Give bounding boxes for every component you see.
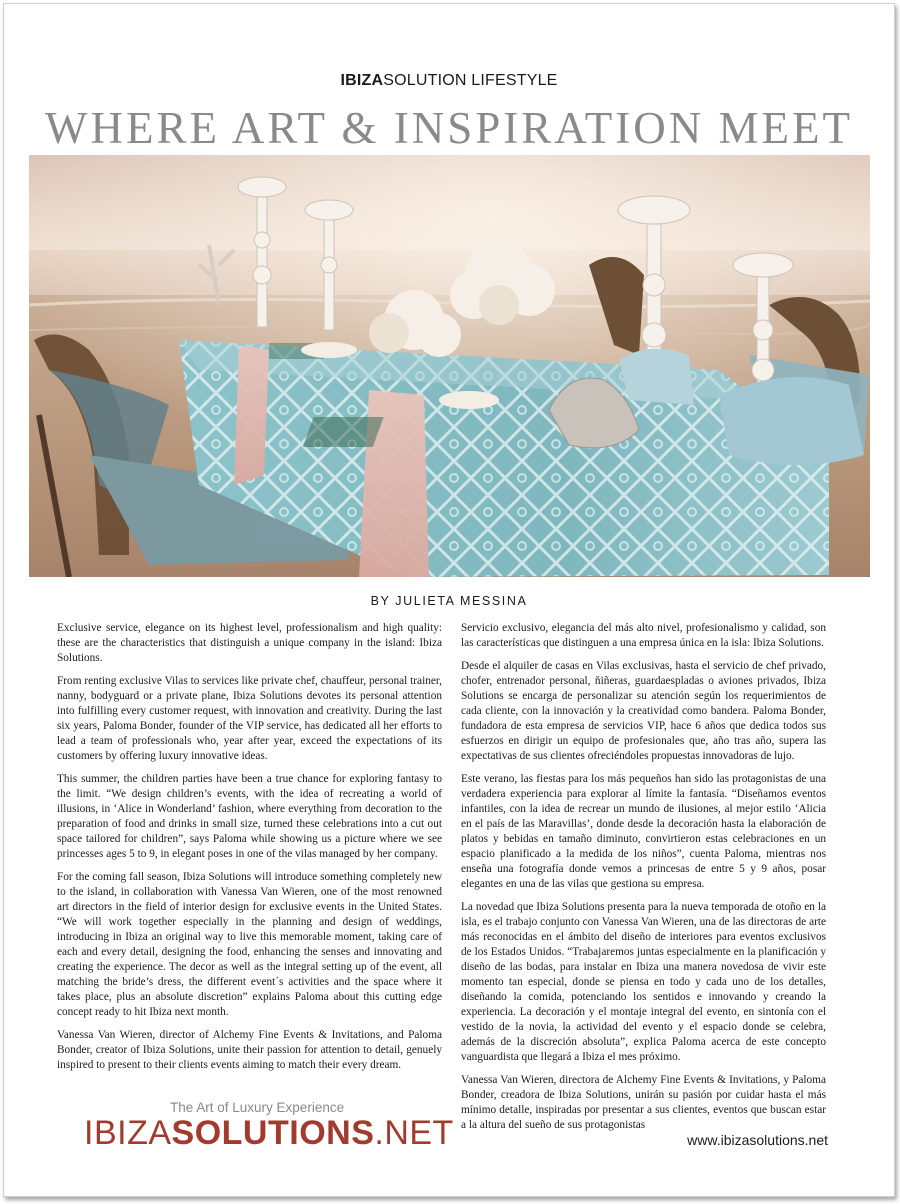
article-column-spanish (461, 621, 826, 1141)
logo-part-net: .NET (374, 1114, 454, 1152)
paragraph: Vanessa Van Wieren, director of Alchemy Fine Events & Invitations, and Paloma Bonder, creator of Ibiza Solutions, unite their passion for attention to detail, genuely inspired to present to their clients events aiming to match their every dream. (57, 1029, 442, 1071)
paragraph: Este verano, las fiestas para los más pequeños han sido las protagonistas de una verdadera experiencia para explorar al límite la fantasía. “Diseñamos eventos infantiles, con la idea de recrear un mundo de ilusiones, al mejor estilo ‘Alicia en el país de las Maravillas’, donde desde la decoración hasta la elaboración de platos y bebidas en tamaño diminuto, convirtieron estas celebraciones en un espacio planificado a la medida de los niños”, cuenta Paloma, mientras nos enseña una fotografía donde vemos a princesas de entre 5 y 9 años, posar elegantes en una de las vilas que gestiona su empresa. (461, 773, 826, 890)
article-headline: WHERE ART & INSPIRATION MEET (45, 103, 853, 153)
paragraph: Vanessa Van Wieren, directora de Alchemy Fine Events & Invitations, y Paloma Bonder, creadora de Ibiza Solutions, unirán su pasión por cuidar hasta el más mínimo detalle, inspiradas por presentar a sus clientes, eventos que buscan estar a la altura del sueño de sus protagonistas (461, 1074, 826, 1131)
kicker-section: SOLUTION LIFESTYLE (383, 72, 558, 89)
paragraph: Exclusive service, elegance on its highest level, professionalism and high quality: these are the characteristics that distinguish a unique company in the island: Ibiza Solutions. (57, 622, 442, 664)
byline: BY JULIETA MESSINA (370, 594, 528, 608)
paragraph: This summer, the children parties have been a true chance for exploring fantasy to the limit. “We design children’s events, with the idea of recreating a world of illusions, in ‘Alice in Wonderland’ fashion, where everything from decoration to the preparation of food and drinks in small size, turned these celebrations into a cut out space tailored for children”, says Paloma while showing us a picture where we see princesses ages 5 to 9, in elegant poses in one of the vilas managed by her company. (57, 773, 442, 860)
hero-photo (29, 155, 870, 577)
magazine-page (3, 3, 895, 1197)
brand-logo (84, 1114, 454, 1153)
website-url: www.ibizasolutions.net (687, 1132, 828, 1148)
paragraph: La novedad que Ibiza Solutions presenta para la nueva temporada de otoño en la isla, es el trabajo conjunto con Vanessa Van Wieren, una de las directoras de arte más reconocidas en el ámbito del diseño de interiores para eventos exclusivos de los Estados Unidos. “Trabajaremos juntas especialmente en la planificación y diseño de las bodas, para instalar en Ibiza una manera novedosa de vivir este momento tan especial, donde se piensa en todo y cada uno de los detalles, diseñando la comida, potenciando los sentidos e innovando y creando la experiencia. La decoración y el montaje integral del evento, en sintonía con el vestido de la novia, la actividad del evento y el espacio donde se celebra, además de la discreción absoluta”, explica Paloma acerca de este concepto vanguardista que llegará a Ibiza el mes próximo. (461, 901, 826, 1063)
article-column-english (57, 621, 442, 1081)
paragraph: From renting exclusive Vilas to services like private chef, chauffeur, personal trainer, nanny, bodyguard or a private plane, Ibiza Solutions devotes its personal attention into fulfilling every customer request, with innovation and creativity. During the last six years, Paloma Bonder, founder of the VIP service, has dedicated all her efforts to lead a team of professionals who, year after year, exceed the expectations of its customers by offering luxury innovative ideas. (57, 675, 442, 762)
logo-part-solutions: SOLUTIONS (171, 1114, 375, 1152)
logo-part-ibiza: IBIZA (84, 1114, 172, 1152)
paragraph: Servicio exclusivo, elegancia del más alto nivel, profesionalismo y calidad, son las características que distinguen a una empresa única en la isla: Ibiza Solutions. (461, 622, 826, 649)
section-kicker (4, 72, 894, 90)
kicker-brand: IBIZA (340, 72, 384, 89)
paragraph: Desde el alquiler de casas en Vilas exclusivas, hasta el servicio de chef privado, chofer, entrenador personal, ňiñeras, guardaespladas o aviones privados, Ibiza Solutions se encarga de personalizar su atención según los requerimientos de cada cliente, con la innovación y la creatividad como bandera. Paloma Bonder, fundadora de esta empresa de servicios VIP, hace 6 años que dedica todos sus esfuerzos en dirigir un equipo de profesionales que, año tras año, supera las expectativas de sus clientes ofreciéndoles propuestas innovadoras de lujo. (461, 660, 826, 762)
paragraph: For the coming fall season, Ibiza Solutions will introduce something completely new to the island, in collaboration with Vanessa Van Wieren, one of the most renowned art directors in the field of interior design for exclusive events in the United States. “We will work together especially in the planning and design of weddings, introducing in Ibiza an original way to live this memorable moment, taking care of each and every detail, designing the food, enhancing the senses and innovating and creating the experience. The decor as well as the integral setting up of the event, all matching the bride’s dress, the different event´s activities and the space where it takes place, plus an absolute discretion” explains Paloma about this cutting edge concept ready to hit Ibiza next month. (57, 871, 442, 1018)
brand-tagline: The Art of Luxury Experience (170, 1100, 345, 1115)
beach-table-illustration (29, 155, 870, 577)
